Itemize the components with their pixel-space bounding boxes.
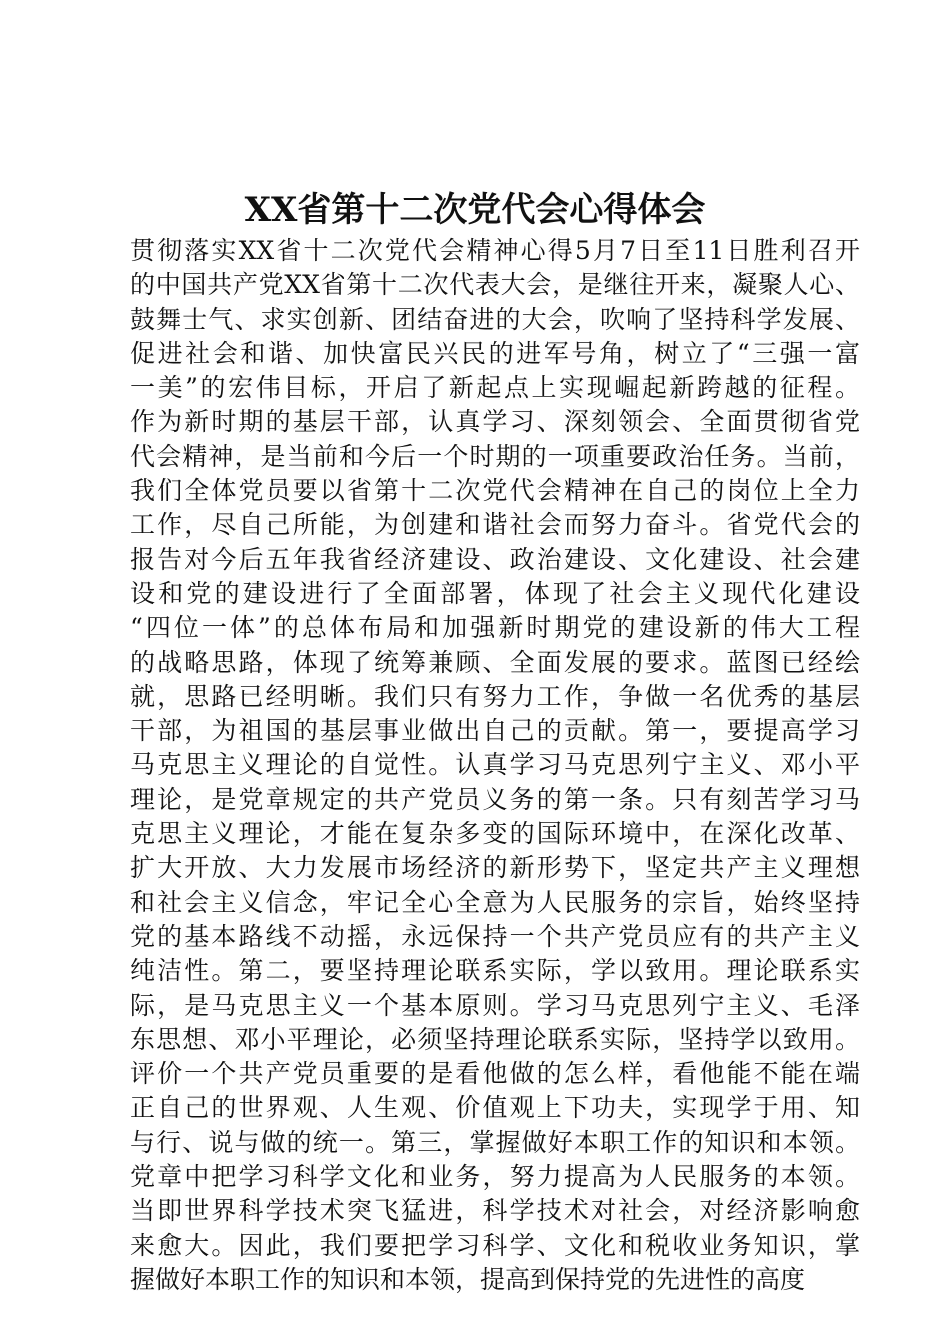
body-line: 东思想、邓小平理论，必须坚持理论联系实际，坚持学以致用。 xyxy=(130,1024,860,1054)
body-line: 克思主义理论，才能在复杂多变的国际环境中，在深化改革、 xyxy=(130,819,860,849)
document-title: XX省第十二次党代会心得体会 xyxy=(244,190,706,230)
body-line: 报告对今后五年我省经济建设、政治建设、文化建设、社会建 xyxy=(130,544,860,574)
body-line: 代会精神，是当前和今后一个时期的一项重要政治任务。当前， xyxy=(130,441,860,471)
body-line: 理论，是党章规定的共产党员义务的第一条。只有刻苦学习马 xyxy=(130,784,860,814)
body-line: 正自己的世界观、人生观、价值观上下功夫，实现学于用、知 xyxy=(130,1093,860,1123)
body-line: 的中国共产党XX省第十二次代表大会，是继往开来，凝聚人心、 xyxy=(130,270,860,300)
body-line: 就，思路已经明晰。我们只有努力工作，争做一名优秀的基层 xyxy=(130,681,860,711)
body-line: 党的基本路线不动摇，永远保持一个共产党员应有的共产主义 xyxy=(130,921,860,951)
body-line: 干部，为祖国的基层事业做出自己的贡献。第一，要提高学习 xyxy=(130,716,860,746)
body-line: 评价一个共产党员重要的是看他做的怎么样，看他能不能在端 xyxy=(130,1059,860,1089)
body-line: 促进社会和谐、加快富民兴民的进军号角，树立了“三强一富 xyxy=(130,338,860,368)
body-line: 来愈大。因此，我们要把学习科学、文化和税收业务知识，掌 xyxy=(130,1230,860,1260)
body-line: 我们全体党员要以省第十二次党代会精神在自己的岗位上全力 xyxy=(130,476,860,506)
body-line: 贯彻落实XX省十二次党代会精神心得5月7日至11日胜利召开 xyxy=(130,236,860,265)
body-line: 当即世界科学技术突飞猛进，科学技术对社会，对经济影响愈 xyxy=(130,1196,860,1226)
body-line: 际，是马克思主义一个基本原则。学习马克思列宁主义、毛泽 xyxy=(130,990,860,1020)
body-line: 和社会主义信念，牢记全心全意为人民服务的宗旨，始终坚持 xyxy=(130,887,860,917)
body-line: 作为新时期的基层干部，认真学习、深刻领会、全面贯彻省党 xyxy=(130,407,860,437)
body-line: 扩大开放、大力发展市场经济的新形势下，坚定共产主义理想 xyxy=(130,853,860,883)
body-line: 纯洁性。第二，要坚持理论联系实际，学以致用。理论联系实 xyxy=(130,956,860,986)
body-line: 与行、说与做的统一。第三，掌握做好本职工作的知识和本领。 xyxy=(130,1127,860,1157)
body-line: 工作，尽自己所能，为创建和谐社会而努力奋斗。省党代会的 xyxy=(130,510,860,540)
document-body xyxy=(130,234,860,1297)
body-line: 马克思主义理论的自觉性。认真学习马克思列宁主义、邓小平 xyxy=(130,750,860,780)
body-line: 的战略思路，体现了统筹兼顾、全面发展的要求。蓝图已经绘 xyxy=(130,647,860,677)
body-line: “四位一体”的总体布局和加强新时期党的建设新的伟大工程 xyxy=(130,613,860,643)
body-line: 一美”的宏伟目标，开启了新起点上实现崛起新跨越的征程。 xyxy=(130,373,860,403)
body-line: 握做好本职工作的知识和本领，提高到保持党的先进性的高度 xyxy=(130,1264,806,1294)
body-line: 党章中把学习科学文化和业务，努力提高为人民服务的本领。 xyxy=(130,1162,860,1192)
body-line: 鼓舞士气、求实创新、团结奋进的大会，吹响了坚持科学发展、 xyxy=(130,304,860,334)
body-line: 设和党的建设进行了全面部署，体现了社会主义现代化建设 xyxy=(130,578,860,608)
